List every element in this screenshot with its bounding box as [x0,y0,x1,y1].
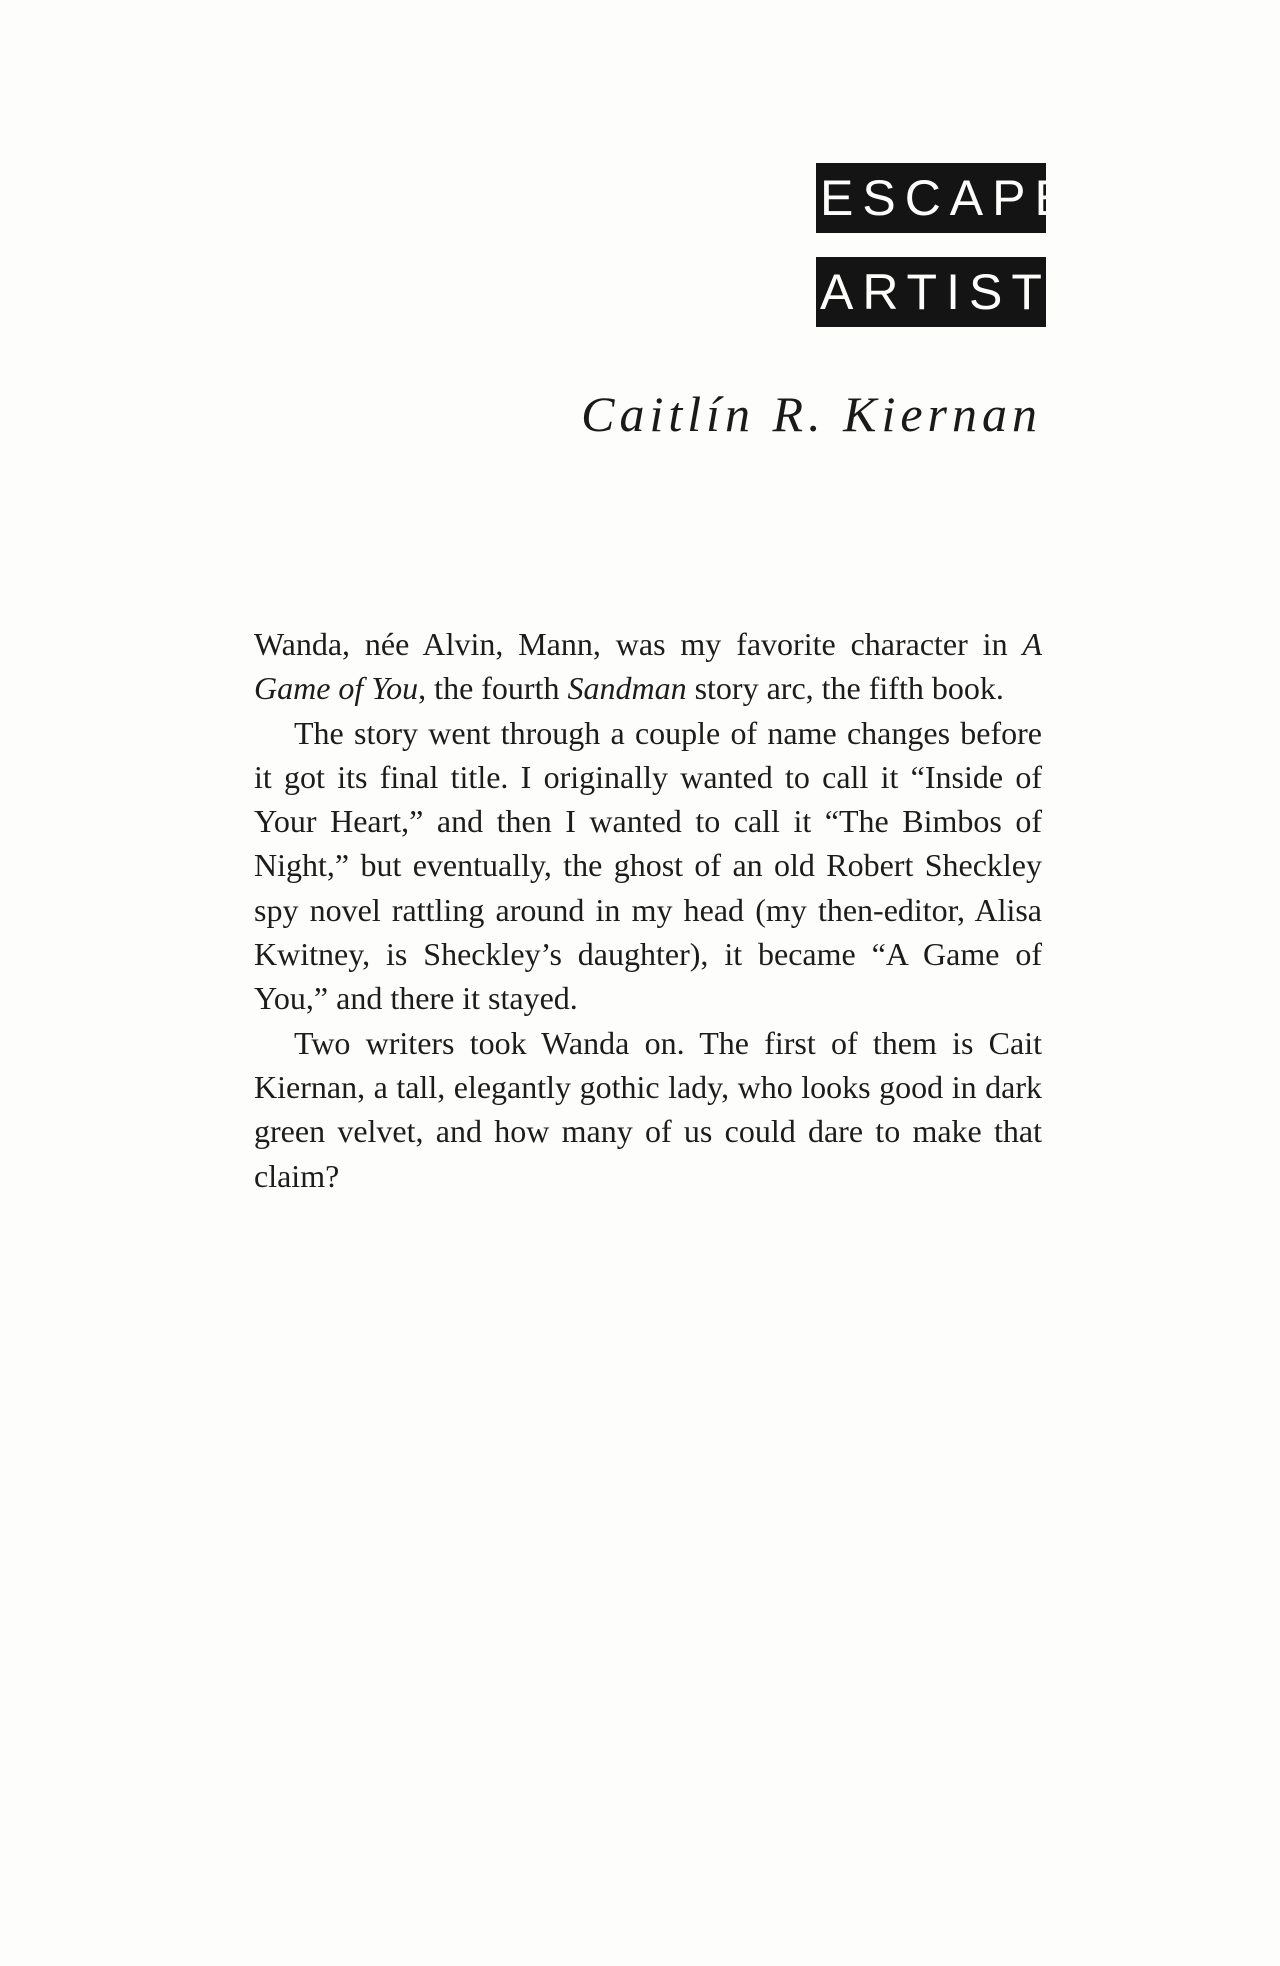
paragraph-1-text-b: , the fourth [418,670,568,707]
title-line-artist: ARTIST [816,257,1046,327]
title-line-escape: ESCAPE [816,163,1046,233]
paragraph-1-text-c: story arc, the fifth book. [686,670,1004,707]
paragraph-1 [254,622,1042,711]
paragraph-2: The story went through a couple of name changes before it got its final title. I originally wanted to call it “Inside of Your Heart,” and then I wanted to call it “The Bimbos of Night,” but eventually, the ghost of an old Robert Sheckley spy novel rattling around in my head (my then-editor, Alisa Kwitney, is Sheckley’s daughter), it became “A Game of You,” and there it stayed. [254,714,1042,1017]
body-text [254,622,1042,1198]
book-title-a-game-of-you: A Game of You [254,626,1042,707]
series-title-sandman: Sandman [567,670,687,707]
author-name: Caitlín R. Kiernan [581,386,1042,442]
paragraph-1-text-a: Wanda, née Alvin, Mann, was my favorite character in [254,626,1023,662]
story-title [816,163,1077,327]
paragraph-3: Two writers took Wanda on. The first of them is Cait Kiernan, a tall, elegantly gothic lady, who looks good in dark green velvet, and how many of us could dare to make that claim? [254,1024,1042,1194]
